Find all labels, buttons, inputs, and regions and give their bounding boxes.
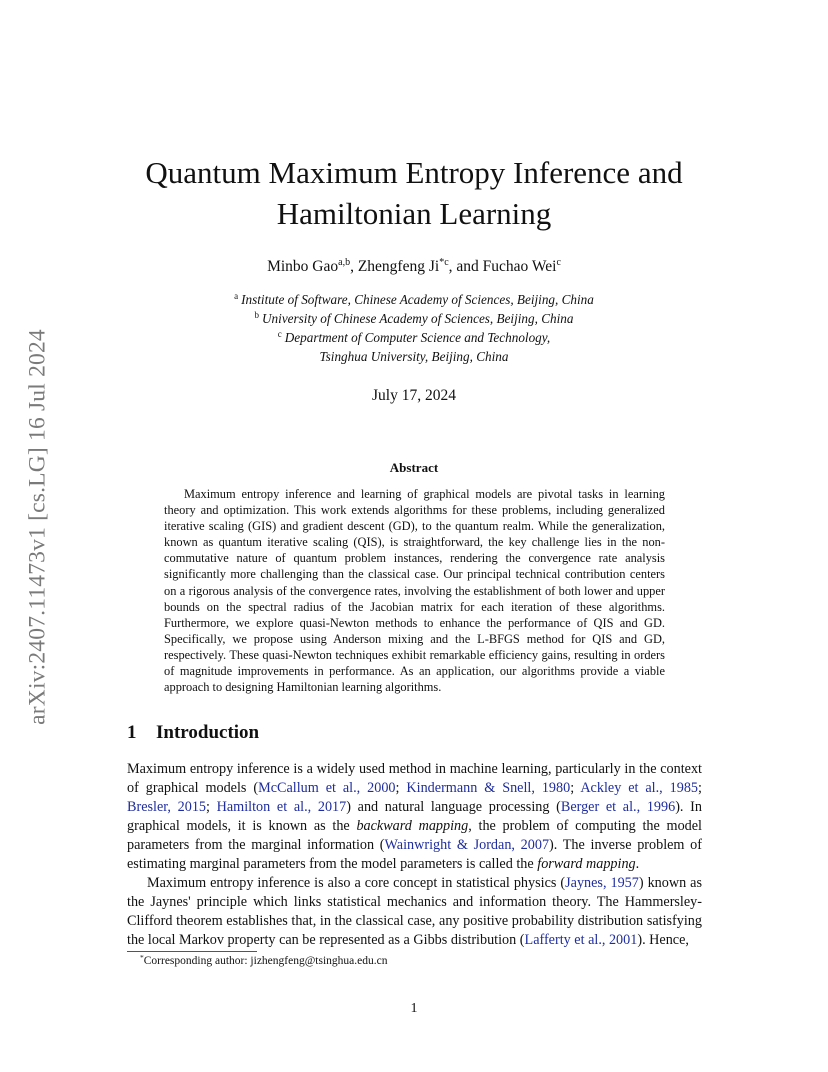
text-run: ;: [698, 780, 702, 796]
text-run: , the problem of computing the model parameters from the marginal information (: [127, 818, 702, 853]
paper-date: July 17, 2024: [372, 387, 456, 404]
citation-link[interactable]: Bresler, 2015: [127, 799, 207, 815]
affiliation-text: Institute of Software, Chinese Academy of Sciences, Beijing, China: [241, 292, 594, 307]
author-name: Minbo Gao: [267, 258, 339, 275]
author-affiliation-mark: *c: [439, 257, 449, 268]
affiliation-text: University of Chinese Academy of Sciences, Beijing, China: [262, 311, 574, 326]
citation-link[interactable]: Kindermann & Snell, 1980: [406, 780, 571, 796]
citation-link[interactable]: Jaynes, 1957: [565, 875, 639, 891]
emphasized-term: forward mapping: [537, 856, 636, 872]
text-run: ) known as the Jaynes' principle which links statistical mechanics and information theory. The Hammersley-Clifford theorem establishes that, in the classical case, any positive probability distribution satisfying the local Markov property can be represented as a Gibbs distribution (: [127, 875, 702, 948]
text-run: ). The inverse problem of estimating marginal parameters from the model parameters is called the: [127, 837, 702, 872]
text-run: ;: [206, 799, 217, 815]
affiliation-mark: a: [234, 291, 239, 301]
affiliation-mark: b: [254, 310, 260, 320]
affiliation-line: [100, 329, 728, 348]
body-paragraph: [127, 760, 702, 874]
section-number: 1: [127, 722, 137, 743]
text-run: .: [635, 856, 640, 872]
affiliation-text: Tsinghua University, Beijing, China: [319, 349, 509, 364]
citation-link[interactable]: Wainwright & Jordan, 2007: [384, 837, 550, 853]
arxiv-id: arXiv:2407.11473v1 [cs.LG] 16 Jul 2024: [24, 329, 51, 725]
abstract-text: Maximum entropy inference and learning of graphical models are pivotal tasks in learning theory and optimization. This work extends algorithms for these problems, including generalized iterative scaling (GIS) and gradient descent (GD), to the quantum realm. While the generalization, known as quantum iterative scaling (QIS), is straightforward, the key challenge lies in the non-commutative nature of quantum problem instances, rendering the convergence rate analysis significantly more challenging than the classical case. Our principal technical contribution centers on a rigorous analysis of the convergence rates, involving the establishment of both lower and upper bounds on the spectral radius of the Jacobian matrix for each iteration of these algorithms. Furthermore, we explore quasi-Newton methods to enhance the performance of QIS and GD. Specifically, we propose using Anderson mixing and the L-BFGS method for QIS and GD, respectively. These quasi-Newton techniques exhibit remarkable efficiency gains, resulting in orders of magnitude improvements in performance. As an application, our algorithms provide a viable approach to designing Hamiltonian learning algorithms.: [164, 487, 665, 695]
body-paragraph: [127, 874, 702, 950]
text-run: ) and natural language processing (: [346, 799, 561, 815]
section-heading: [127, 722, 259, 744]
text-run: ;: [395, 780, 407, 796]
author-separator: , and: [448, 258, 483, 275]
citation-link[interactable]: Lafferty et al., 2001: [524, 932, 638, 948]
affiliation-line: [100, 291, 728, 310]
paper-title: Quantum Maximum Entropy Inference and Hamiltonian Learning: [145, 155, 683, 231]
citation-link[interactable]: McCallum et al., 2000: [258, 780, 396, 796]
arxiv-sidebar-stamp: [19, 294, 57, 760]
affiliation-mark: c: [277, 329, 282, 339]
affiliation-line: [100, 310, 728, 329]
text-run: Maximum entropy inference is also a core concept in statistical physics (: [147, 875, 566, 891]
author-name: Zhengfeng Ji: [357, 258, 440, 275]
text-run: ;: [570, 780, 581, 796]
citation-link[interactable]: Hamilton et al., 2017: [216, 799, 347, 815]
section-title: Introduction: [156, 722, 260, 743]
footnote: [140, 955, 387, 967]
affiliation-text: Department of Computer Science and Technology,: [284, 330, 551, 345]
abstract-heading: Abstract: [389, 460, 439, 475]
affiliations: [100, 291, 728, 365]
footnote-text: Corresponding author: jizhengfeng@tsinghua.edu.cn: [143, 955, 388, 967]
author-list: [100, 257, 728, 277]
affiliation-line: [100, 348, 728, 365]
citation-link[interactable]: Ackley et al., 1985: [580, 780, 699, 796]
text-run: Maximum entropy inference is a widely used method in machine learning, particularly in the context of graphical models (: [127, 761, 702, 796]
text-run: ). Hence,: [637, 932, 689, 948]
footnote-mark: *: [140, 953, 144, 962]
author-name: Fuchao Wei: [482, 258, 557, 275]
author-separator: ,: [350, 258, 358, 275]
introduction-body: [127, 760, 702, 950]
text-run: ). In graphical models, it is known as the: [127, 799, 702, 834]
author-affiliation-mark: a,b: [338, 257, 351, 268]
page-number: 1: [410, 1001, 418, 1016]
emphasized-term: backward mapping: [356, 818, 469, 834]
author-affiliation-mark: c: [556, 257, 561, 268]
footnote-rule: [127, 951, 257, 952]
citation-link[interactable]: Berger et al., 1996: [560, 799, 676, 815]
